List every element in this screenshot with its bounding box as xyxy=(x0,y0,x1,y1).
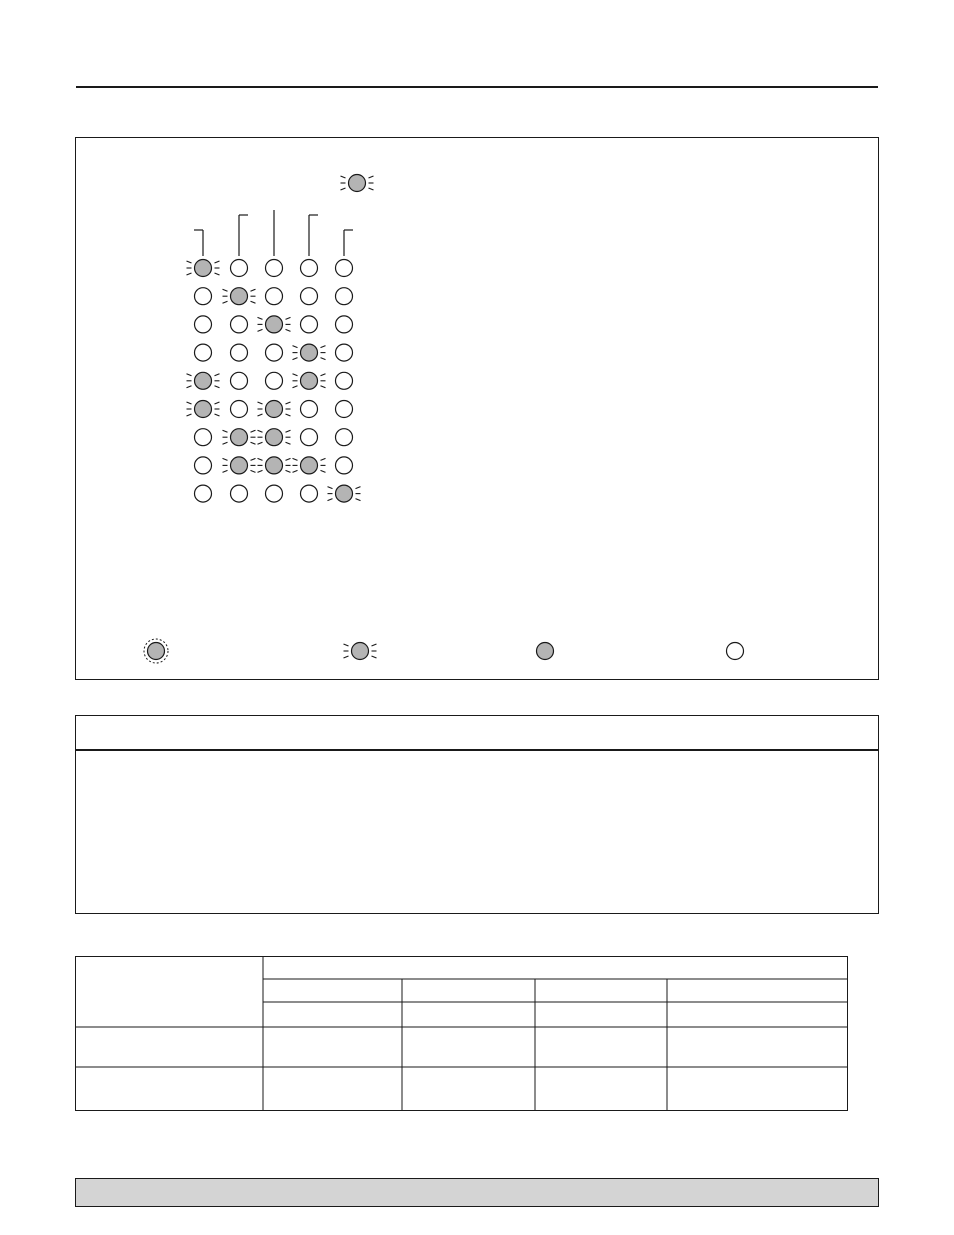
blinking-led-icon xyxy=(223,457,256,474)
spec-table-grid xyxy=(76,957,847,1110)
off-led-icon xyxy=(336,372,353,389)
off-led-icon xyxy=(266,288,283,305)
off-led-icon xyxy=(231,316,248,333)
blinking-led-icon xyxy=(344,643,377,660)
blinking-led-icon xyxy=(293,344,326,361)
blinking-led-icon xyxy=(293,372,326,389)
off-led-icon xyxy=(231,260,248,277)
off-led-icon xyxy=(195,457,212,474)
off-led-icon xyxy=(266,485,283,502)
off-led-icon xyxy=(231,344,248,361)
column-pointer-5 xyxy=(344,230,353,256)
off-led-icon xyxy=(336,316,353,333)
header-rule xyxy=(76,86,878,88)
lit-led-icon xyxy=(537,643,554,660)
led-diagram xyxy=(76,138,878,679)
off-led-icon xyxy=(231,372,248,389)
off-led-icon xyxy=(301,316,318,333)
off-led-icon xyxy=(336,429,353,446)
blinking-led-icon xyxy=(223,429,256,446)
off-led-icon xyxy=(231,485,248,502)
blinking-led-icon xyxy=(328,485,361,502)
off-led-icon xyxy=(301,429,318,446)
off-led-icon xyxy=(336,344,353,361)
column-pointer-4 xyxy=(309,215,318,256)
off-led-icon xyxy=(301,288,318,305)
blinking-led-icon xyxy=(258,457,291,474)
spec-table xyxy=(75,956,848,1111)
off-led-icon xyxy=(266,344,283,361)
off-led-icon xyxy=(266,260,283,277)
blinking-led-icon xyxy=(258,401,291,418)
blinking-led-icon xyxy=(258,429,291,446)
off-led-icon xyxy=(301,485,318,502)
off-led-icon xyxy=(301,401,318,418)
off-led-icon xyxy=(195,344,212,361)
led-indicator-panel xyxy=(75,137,879,680)
off-led-icon xyxy=(336,260,353,277)
blinking-led-icon xyxy=(187,401,220,418)
column-pointer-2 xyxy=(239,215,248,256)
off-led-icon xyxy=(336,457,353,474)
off-led-icon xyxy=(195,288,212,305)
footer-bar xyxy=(75,1178,879,1207)
blinking-led-icon xyxy=(187,372,220,389)
blinking-led-icon xyxy=(187,260,220,277)
note-panel xyxy=(75,715,879,914)
off-led-icon xyxy=(301,260,318,277)
note-heading xyxy=(76,716,878,751)
blinking-led-icon xyxy=(341,175,374,192)
off-led-icon xyxy=(727,643,744,660)
flashing-led-icon xyxy=(144,639,168,663)
off-led-icon xyxy=(336,288,353,305)
blinking-led-icon xyxy=(223,288,256,305)
blinking-led-icon xyxy=(293,457,326,474)
off-led-icon xyxy=(195,429,212,446)
off-led-icon xyxy=(266,372,283,389)
off-led-icon xyxy=(195,316,212,333)
blinking-led-icon xyxy=(258,316,291,333)
off-led-icon xyxy=(336,401,353,418)
off-led-icon xyxy=(231,401,248,418)
off-led-icon xyxy=(195,485,212,502)
column-pointer-1 xyxy=(194,230,203,256)
